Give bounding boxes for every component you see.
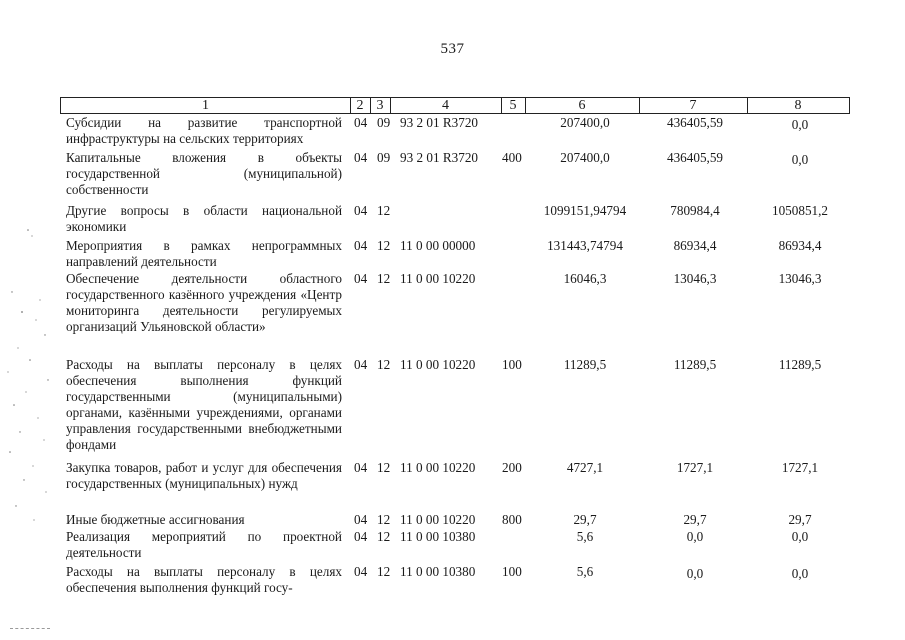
row-subsection: 09: [377, 115, 391, 130]
column-header-amount-1: 6: [578, 98, 586, 113]
column-header-target-code: 4: [442, 98, 449, 113]
row-target-code: 11 0 00 10220: [400, 512, 476, 527]
row-target-code: 93 2 01 R3720: [400, 115, 479, 130]
row-amount-2: 780984,4: [670, 203, 720, 218]
row-section: 04: [354, 238, 368, 253]
row-amount-2: 86934,4: [673, 238, 717, 253]
row-name: Расходы на выплаты персоналу в целях обеспечения выполнения функций госу-: [66, 564, 342, 595]
row-subsection: 12: [377, 460, 391, 475]
row-amount-3: 86934,4: [778, 238, 822, 253]
row-amount-3: 1050851,2: [771, 203, 829, 218]
row-amount-3: 1727,1: [781, 460, 819, 475]
column-header-expense-type: 5: [509, 98, 517, 113]
row-target-code: 11 0 00 10220: [400, 460, 476, 475]
row-subsection: 12: [377, 512, 391, 527]
row-subsection: 12: [377, 238, 391, 253]
scan-noise: [0, 0, 60, 640]
row-amount-3: 11289,5: [778, 357, 822, 372]
row-section: 04: [354, 271, 368, 286]
row-target-code: 11 0 00 10380: [400, 529, 476, 544]
row-name: Другие вопросы в области национальной экономики: [66, 203, 342, 234]
row-name: Мероприятия в рамках непрограммных направлений деятельности: [66, 238, 342, 269]
row-amount-2: 436405,59: [666, 115, 724, 130]
row-section: 04: [354, 150, 368, 165]
row-subsection: 09: [377, 150, 391, 165]
row-amount-1: 207400,0: [560, 150, 610, 165]
row-amount-1: 1099151,94794: [543, 203, 627, 218]
row-amount-1: 29,7: [573, 512, 597, 527]
row-amount-1: 5,6: [576, 564, 594, 579]
row-target-code: 93 2 01 R3720: [400, 150, 479, 165]
row-target-code: 11 0 00 10220: [400, 357, 476, 372]
row-name: Закупка товаров, работ и услуг для обеспечения государственных (муниципальных) нужд: [66, 460, 342, 491]
row-amount-2: 436405,59: [666, 150, 724, 165]
row-amount-2: 11289,5: [673, 357, 717, 372]
row-section: 04: [354, 512, 368, 527]
row-amount-2: 0,0: [686, 566, 704, 581]
row-target-code: 11 0 00 10220: [400, 271, 476, 286]
row-section: 04: [354, 203, 368, 218]
row-section: 04: [354, 357, 368, 372]
row-amount-2: 29,7: [683, 512, 707, 527]
row-amount-2: 13046,3: [673, 271, 717, 286]
row-expense-type: 800: [502, 512, 522, 527]
row-expense-type: 100: [502, 564, 522, 579]
row-name: Расходы на выплаты персоналу в целях обеспечения выполнения функций государственными (муниципальными) органами, казёнными учреждениями, органами управления государственными внебюджетными фондами: [66, 357, 342, 452]
row-subsection: 12: [377, 271, 391, 286]
row-amount-1: 16046,3: [563, 271, 607, 286]
table-column-header-row: [60, 97, 850, 114]
row-amount-3: 0,0: [791, 529, 809, 544]
row-amount-3: 13046,3: [778, 271, 822, 286]
row-amount-2: 1727,1: [676, 460, 714, 475]
column-header-amount-2: 7: [689, 98, 697, 113]
column-header-amount-3: 8: [794, 98, 802, 113]
row-target-code: 11 0 00 00000: [400, 238, 476, 253]
row-amount-3: 0,0: [791, 152, 809, 167]
row-amount-3: 29,7: [788, 512, 812, 527]
row-target-code: 11 0 00 10380: [400, 564, 476, 579]
page-number: 537: [440, 41, 465, 57]
row-amount-1: 11289,5: [563, 357, 607, 372]
row-name: Иные бюджетные ассигнования: [66, 512, 245, 527]
row-subsection: 12: [377, 529, 391, 544]
column-header-section: 2: [356, 98, 364, 113]
row-amount-3: 0,0: [791, 117, 809, 132]
row-section: 04: [354, 460, 368, 475]
row-section: 04: [354, 564, 368, 579]
row-amount-1: 5,6: [576, 529, 594, 544]
row-expense-type: 200: [502, 460, 522, 475]
row-subsection: 12: [377, 203, 391, 218]
row-amount-1: 131443,74794: [547, 238, 623, 253]
scan-edge-line: [10, 628, 50, 629]
row-subsection: 12: [377, 564, 391, 579]
row-amount-1: 4727,1: [566, 460, 604, 475]
row-amount-2: 0,0: [686, 529, 704, 544]
column-header-subsection: 3: [376, 98, 384, 113]
row-section: 04: [354, 115, 368, 130]
row-name: Реализация мероприятий по проектной деятельности: [66, 529, 342, 560]
row-expense-type: 100: [502, 357, 522, 372]
row-amount-3: 0,0: [791, 566, 809, 581]
row-section: 04: [354, 529, 368, 544]
row-amount-1: 207400,0: [560, 115, 610, 130]
row-name: Капитальные вложения в объекты государственной (муниципальной) собственности: [66, 150, 342, 197]
row-name: Субсидии на развитие транспортной инфраструктуры на сельских территориях: [66, 115, 342, 146]
column-header-name: 1: [202, 98, 209, 113]
row-expense-type: 400: [502, 150, 522, 165]
row-subsection: 12: [377, 357, 391, 372]
row-name: Обеспечение деятельности областного государственного казённого учреждения «Центр мониторинга деятельности регулируемых организаций Ульяновской области»: [66, 271, 342, 334]
